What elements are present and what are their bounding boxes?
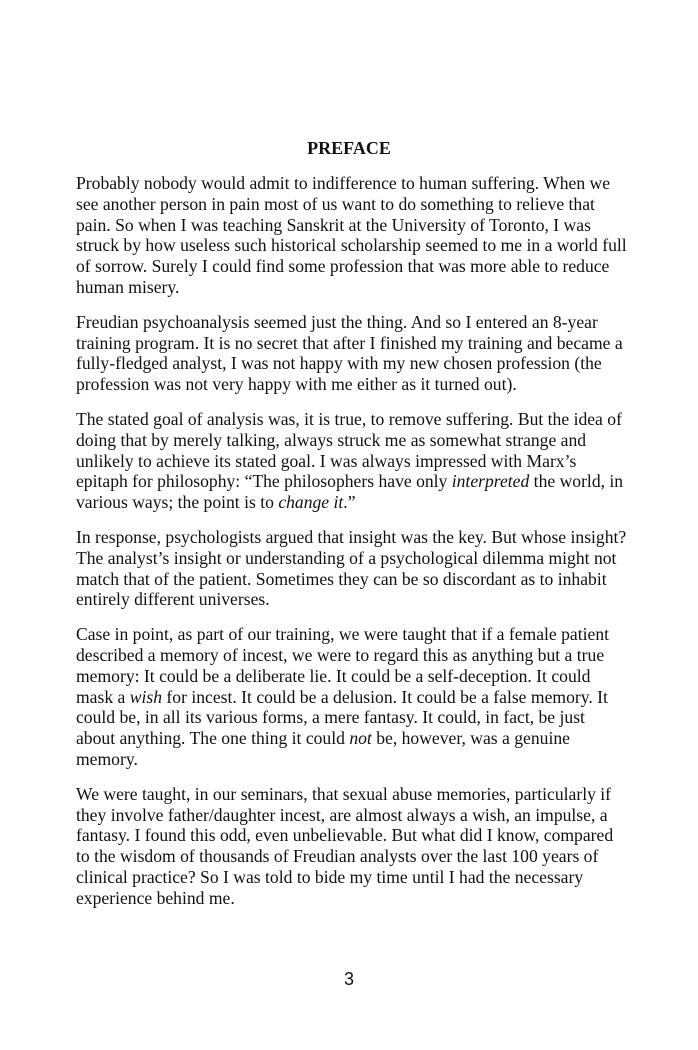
paragraph-3-emphasis-change-it: change it — [278, 492, 344, 513]
paragraph-5 — [76, 624, 628, 770]
paragraph-5-text-b: for incest. It could be a delusion. It could be a false memory. It could be, in all its various forms, a mere fantasy. It could, in fact, be just about anything. The one thing it could — [76, 686, 608, 749]
paragraph-3-emphasis-interpreted: interpreted — [451, 471, 530, 492]
paragraph-2: Freudian psychoanalysis seemed just the thing. And so I entered an 8-year training program. It is no secret that after I finished my training and became a fully-fledged analyst, I was not happy with my new chosen profession (the profession was not very happy with me either as it turned out). — [76, 311, 623, 395]
paragraph-5-text-c: be, however, was a genuine memory. — [76, 728, 570, 769]
body-text — [76, 173, 628, 923]
paragraph-3-text-c: .” — [343, 492, 356, 513]
paragraph-3 — [76, 409, 628, 513]
paragraph-5-text-a: Case in point, as part of our training, we were taught that if a female patient described a memory of incest, we were to regard this as anything but a true memory: It could be a deliberate lie. It could be a self-deception. It could mask a — [76, 624, 610, 707]
chapter-heading: PREFACE — [307, 138, 391, 158]
paragraph-4: In response, psychologists argued that insight was the key. But whose insight? The analyst’s insight or understanding of a psychological dilemma might not match that of the patient. Sometimes they can be so discordant as to inhabit entirely different universes. — [76, 526, 627, 610]
paragraph-3-text-a: The stated goal of analysis was, it is true, to remove suffering. But the idea of doing that by merely talking, always struck me as somewhat strange and unlikely to achieve its stated goal. I was always impressed with Marx’s epitaph for philosophy: “The philosophers have only — [76, 408, 622, 492]
paragraph-5-emphasis-wish: wish — [129, 686, 163, 707]
paragraph-6: We were taught, in our seminars, that sexual abuse memories, particularly if they involve father/daughter incest, are almost always a wish, an impulse, a fantasy. I found this odd, even unbelievable. But what did I know, compared to the wisdom of thousands of Freudian analysts over the last 100 years of clinical practice? So I was told to bide my time until I had the necessary experience behind me. — [76, 783, 614, 908]
page-number: 3 — [343, 969, 354, 989]
paragraph-3-text-b: the world, in various ways; the point is to — [76, 471, 624, 513]
paragraph-1: Probably nobody would admit to indifference to human suffering. When we see another person in pain most of us want to do something to relieve that pain. So when I was teaching Sanskrit at the University of Toronto, I was struck by how useless such historical scholarship seemed to me in a world full of sorrow. Surely I could find some profession that was more able to reduce human misery. — [76, 173, 627, 297]
paragraph-5-emphasis-not: not — [349, 728, 372, 749]
